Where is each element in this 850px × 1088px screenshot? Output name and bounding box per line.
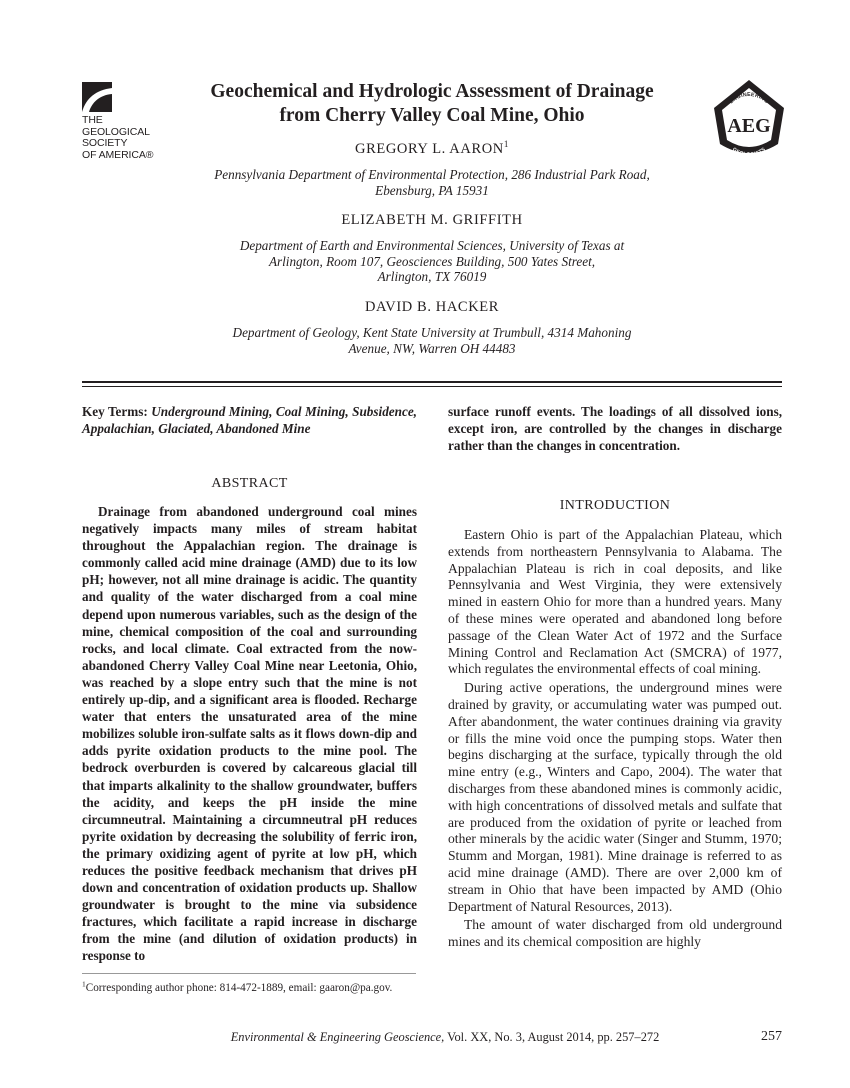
gsa-name: THE GEOLOGICAL SOCIETY OF AMERICA® <box>82 114 154 161</box>
author-name: DAVID B. HACKER <box>364 299 499 315</box>
gsa-logo <box>82 82 162 161</box>
author-affiliation: Department of Geology, Kent State University at Trumbull, 4314 Mahoning Avenue, NW, Warren OH 44483 <box>232 325 632 356</box>
svg-text:AEG: AEG <box>727 115 771 137</box>
author-name: GREGORY L. AARON$^1$ <box>355 139 509 157</box>
page-number: 257 <box>761 1029 782 1044</box>
key-terms-list: Underground Mining, Coal Mining, Subsidence, Appalachian, Glaciated, Abandoned Mine <box>82 404 417 436</box>
key-terms <box>82 403 417 437</box>
key-terms-label: Key Terms: <box>82 404 148 419</box>
abstract-text-continued: surface runoff events. The loadings of all dissolved ions, except iron, are controlled by the changes in discharge rather than the changes in concentration. <box>448 404 782 453</box>
header-rule-thin <box>82 386 782 387</box>
abstract-heading: ABSTRACT <box>211 476 288 491</box>
aeg-seal-icon <box>712 78 786 160</box>
introduction-heading: INTRODUCTION <box>559 498 671 513</box>
paragraph: Eastern Ohio is part of the Appalachian Plateau, which extends from northeastern Pennsylvania to Alabama. The Appalachian Plateau is rich in coal deposits, and like Pennsylvania and West Virginia, they were extensively mined in eastern Ohio for more than a hundred years. Many of these mines were operated and abandoned long before passage of the Clean Water Act of 1972 and the Surface Mining Control and Reclamation Act (SMCRA) of 1977, which regulates the environmental effects of coal mining. <box>448 527 782 677</box>
gsa-logo-icon <box>82 82 112 112</box>
paragraph: The amount of water discharged from old underground mines and its chemical composition are highly <box>448 917 782 950</box>
header-rule <box>82 381 782 383</box>
svg-text:GEOLOGISTS: GEOLOGISTS <box>731 146 767 158</box>
author-affiliation: Pennsylvania Department of Environmental Protection, 286 Industrial Park Road, Ebensburg, PA 15931 <box>214 167 650 198</box>
author-name: ELIZABETH M. GRIFFITH <box>341 212 523 228</box>
svg-text:ENGINEERING: ENGINEERING <box>728 92 770 106</box>
introduction-body <box>448 527 782 953</box>
author-footnote-marker: 1 <box>503 139 509 150</box>
footnote: $^1$Corresponding author phone: 814-472-1889, email: gaaron@pa.gov. <box>82 979 393 994</box>
footnote-rule <box>82 973 416 974</box>
journal-citation: Environmental & Engineering Geoscience, Vol. XX, No. 3, August 2014, pp. 257–272 <box>230 1030 660 1044</box>
paragraph: During active operations, the underground mines were drained by gravity, or accumulating water was pumped out. After abandonment, the water continues draining via gravity or fills the mine void once the pumping stops. Water then begins discharging at the surface, typically through the old mine entry (e.g., Winters and Capo, 2004). The water that discharges from these abandoned mines is commonly acidic, with high concentrations of dissolved metals and sulfate that are produced from the oxidation of pyrite or leached from other minerals by the acidic water (Singer and Stumm, 1970; Stumm and Morgan, 1981). Mine drainage is referred to as acid mine drainage (AMD). There are over 2,000 km of stream in Ohio that have been impacted by AMD (Ohio Department of Natural Resources, 2013). <box>448 680 782 914</box>
paper-title: Geochemical and Hydrologic Assessment of Drainage from Cherry Valley Coal Mine, Ohio <box>210 81 654 126</box>
abstract-text: Drainage from abandoned underground coal mines negatively impacts many miles of stream habitat throughout the Appalachian region. The drainage is commonly called acid mine drainage (AMD) due to its low pH; however, not all mine drainage is acidic. The quantity and quality of the water discharged from a coal mine depend upon numerous variables, such as the design of the mine, chemical composition of the coal and surrounding rocks, and local climate. Coal extracted from the now-abandoned Cherry Valley Coal Mine near Leetonia, Ohio, was reached by a slope entry such that the mine is not entirely up-dip, and a significant area is flooded. Recharge water that enters the unsaturated area of the mine mobilizes soluble iron-sulfate salts as it flows down-dip and adds pyrite oxidation products to the mine pool. The bedrock overburden is covered by calcareous glacial till that imparts alkalinity to the shallow groundwater, buffers the acidity, and keeps the pH inside the mine circumneutral. Maintaining a circumneutral pH reduces pyrite oxidation by decreasing the solubility of ferric iron, the primary oxidizing agent of pyrite at low pH, which reduces the positive feedback mechanism that drives pH down and concentration of oxidation products up. Shallow groundwater is brought to the mine via subsidence fractures, which facilitate a rapid increase in discharge from the mine (and dilution of oxidation products) in response to <box>82 504 417 964</box>
author-affiliation: Department of Earth and Environmental Sciences, University of Texas at Arlington, Room 107, Geosciences Building, 500 Yates Street, Arlington, TX 76019 <box>239 238 625 284</box>
